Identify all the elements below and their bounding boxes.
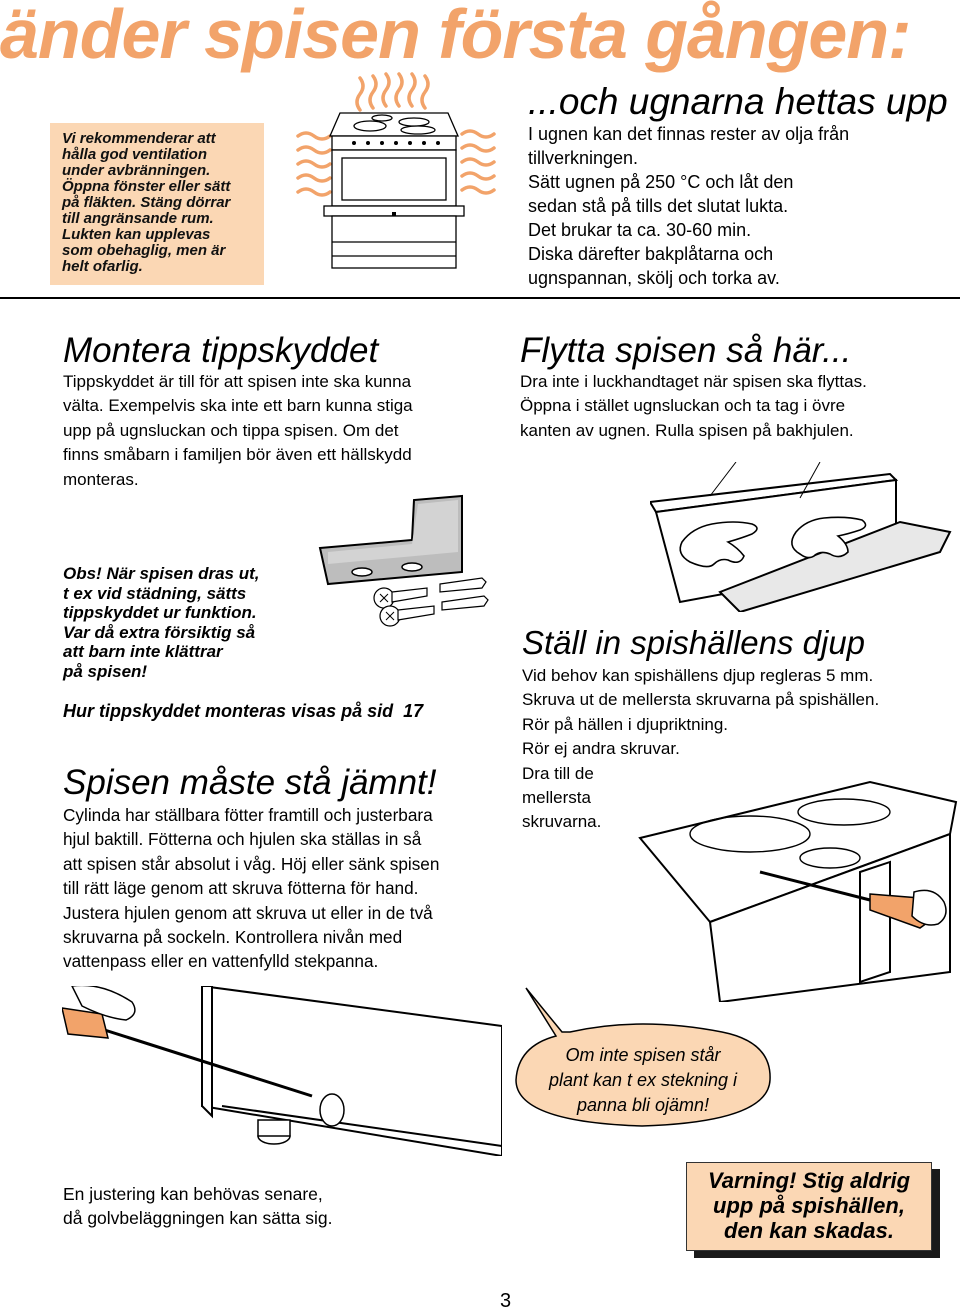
speech-bubble-text: Om inte spisen står plant kan t ex stekning i panna bli ojämn! — [548, 1045, 738, 1115]
move-stove-section — [520, 330, 950, 443]
warning-text: Varning! Stig aldrig upp på spishällen, den kan skadas. — [707, 1168, 911, 1243]
hands-moving-stove-illustration — [650, 462, 960, 612]
hob-screwdriver-illustration — [630, 772, 960, 1002]
ovens-heat-body: I ugnen kan det finnas rester av olja från tillverkningen. Sätt ugnen på 250 °C och låt den sedan stå på tills det slutat lukta. Det brukar ta ca. 30-60 min. Diska därefter bakplåtarna och ugnspannan, skölj och torka av. — [528, 124, 850, 288]
ventilation-note-text: Vi rekommenderar att hålla god ventilation under avbränningen. Öppna fönster eller sätt på fläkten. Stäng dörrar till angränsande rum. Lukten kan upplevas som obehaglig, men är helt ofarlig. — [62, 130, 231, 275]
page-header-title: änder spisen första gången: — [0, 0, 911, 73]
stove-heat-illustration — [290, 66, 516, 292]
ovens-heat-section — [528, 80, 958, 290]
hob-depth-title: Ställ in spishällens djup — [522, 624, 866, 661]
obs-note: Obs! När spisen dras ut, t ex vid städning, sätts tippskyddet ur funktion. Var då extra försiktig så att barn inte klättrar på spisen! — [63, 564, 260, 681]
later-adjust-note: En justering kan behövas senare, då golvbeläggningen kan sätta sig. — [63, 1184, 333, 1228]
move-stove-body: Dra inte i luckhandtaget när spisen ska flyttas. Öppna i stället ugnsluckan och ta tag i övre kanten av ugnen. Rulla spisen på bakhjulen. — [520, 372, 867, 440]
tip-guard-bracket-illustration — [312, 492, 502, 642]
ovens-heat-title: ...och ugnarna hettas upp — [528, 81, 948, 122]
tip-guard-section — [63, 330, 483, 492]
move-stove-title: Flytta spisen så här... — [520, 331, 852, 370]
level-stove-section — [63, 762, 483, 974]
page-number: 3 — [500, 1290, 512, 1312]
level-stove-body: Cylinda har ställbara fötter framtill och justerbara hjul baktill. Fötterna och hjulen ska ställas in så att spisen står absolut i våg. Höj eller sänk spisen till rätt läge genom att skruva fötterna för hand. Justera hjulen genom att skruva ut eller in de två skruvarna på sockeln. Kontrollera nivån med vattenpass eller en vattenfylld stekpanna. — [63, 805, 440, 972]
level-stove-title: Spisen måste stå jämnt! — [63, 763, 437, 802]
tip-guard-body: Tippskyddet är till för att spisen inte ska kunna välta. Exempelvis ska inte ett barn kunna stiga upp på ugnsluckan och tippa spisen. Om det finns småbarn i familjen bör även ett hällskydd monteras. — [63, 372, 413, 489]
section-divider — [0, 297, 960, 299]
obs-reference: Hur tippskyddet monteras visas på sid 17 — [63, 701, 424, 721]
hob-depth-body: Vid behov kan spishällens djup regleras 5 mm. Skruva ut de mellersta skruvarna på spishällen. Rör på hällen i djupriktning. Rör ej andra skruvar. Dra till de mellersta skruvarna. — [522, 666, 880, 832]
leveling-feet-illustration — [62, 986, 502, 1156]
tip-guard-title: Montera tippskyddet — [63, 331, 379, 370]
